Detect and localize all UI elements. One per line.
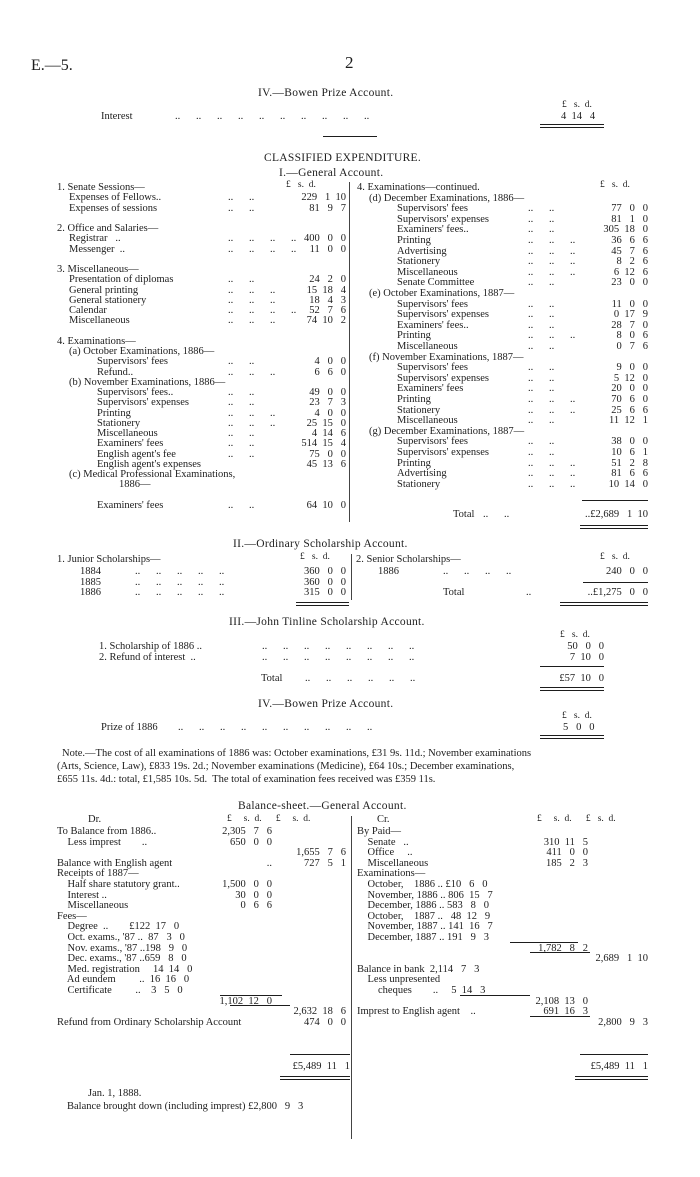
account-line-amount: 23 7 3 [309, 397, 346, 409]
account-line-label: 1886— [119, 479, 151, 491]
account-line-label: Examiners' fees [397, 383, 464, 395]
balance-line-label: November, 1887 .. 141 16 7 [357, 921, 493, 933]
balance-line-amount: .. [266, 857, 272, 869]
account-line-amount: 11 0 0 [611, 298, 648, 310]
junior-scholarship-year: 1885 [80, 576, 101, 588]
account-line-amount: 70 6 0 [611, 394, 648, 405]
balance-sheet-title: Balance-sheet.—General Account. [238, 800, 407, 812]
balance-line-label: By Paid— [357, 826, 402, 837]
balance-line-amount: 310 11 5 [543, 836, 588, 848]
leader-dots: .. .. [228, 438, 255, 450]
account-line-label: Supervisors' fees [97, 356, 169, 368]
senior-scholarship-year: 1886 [378, 566, 399, 577]
account-line-amount: 8 2 6 [616, 256, 648, 268]
account-line-label: Printing [397, 457, 431, 469]
leader-dots: .. .. .. .. [228, 243, 297, 255]
senior-scholarships-heading: 2. Senior Scholarships— [356, 554, 461, 565]
bowen-top-amount: 4 14 4 [561, 111, 596, 122]
balance-line-label: December, 1886 .. 583 8 0 [357, 900, 489, 912]
account-line-label: Miscellaneous [397, 341, 458, 352]
account-line-label: Supervisors' expenses [397, 309, 490, 321]
leader-dots: .. .. .. .. .. [135, 576, 225, 588]
balance-line-amount: 411 0 0 [546, 847, 588, 859]
account-line-amount: 514 15 4 [301, 438, 346, 450]
balance-line-label: Refund from Ordinary Scholarship Account [57, 1016, 242, 1028]
leader-dots: .. .. [528, 277, 555, 289]
leader-dots: .. .. [528, 309, 555, 321]
leader-dots: .. .. .. [228, 294, 276, 306]
bowen-top-item: Interest [101, 111, 133, 122]
leader-dots: .. .. .. [528, 457, 576, 469]
account-line-label: Examiners' fees [97, 438, 164, 450]
account-line-amount: 74 10 2 [306, 315, 346, 327]
account-line-label: 4. Examinations— [57, 335, 136, 347]
account-line-amount: 45 13 6 [306, 458, 346, 470]
ordinary-total-label: Total [443, 587, 465, 598]
account-line-amount: 64 10 0 [306, 499, 346, 511]
leader-dots: .. .. .. [228, 284, 276, 296]
account-line-label: Registrar .. [69, 233, 121, 245]
leader-dots: .. .. [228, 202, 255, 214]
account-line-amount: 81 6 6 [611, 468, 648, 480]
bowen-bottom-amount: 5 0 0 [563, 722, 595, 733]
account-line-label: (f) November Examinations, 1887— [369, 351, 524, 363]
balance-line-label: Dec. exams., '87 ..659 8 0 [57, 953, 187, 965]
account-line-label: Supervisors' fees [397, 362, 469, 374]
junior-scholarship-amount: 315 0 0 [304, 587, 346, 598]
balance-line-label: October, 1887 .. 48 12 9 [357, 910, 491, 922]
leader-dots: .. .. [528, 362, 555, 374]
account-line-amount: 11 0 0 [309, 243, 346, 255]
account-line-amount: 77 0 0 [611, 203, 648, 215]
account-line-amount: 11 12 1 [609, 415, 648, 427]
leader-dots: .. .. .. [528, 266, 576, 278]
leader-dots: .. .. .. [528, 394, 576, 405]
balance-line-amount: 185 2 3 [546, 857, 588, 869]
account-line-label: (d) December Examinations, 1886— [369, 192, 525, 204]
account-line-amount: 15 18 4 [306, 284, 346, 296]
account-line-label: Miscellaneous [397, 266, 458, 278]
account-line-label: Examiners' fees.. [397, 319, 469, 331]
balance-line-label: Examinations— [357, 868, 426, 880]
balance-dr-heading: Dr. [88, 814, 102, 825]
balance-line-label: Oct. exams., '87 .. 87 3 0 [57, 932, 185, 943]
leader-dots: .. .. .. .. .. .. .. .. [262, 641, 415, 652]
account-line-label: Messenger .. [69, 243, 125, 255]
bowen-bottom-money-head: £ s. d. [562, 711, 592, 721]
tinline-scholarship-title: III.—John Tinline Scholarship Account. [229, 616, 425, 628]
balance-line-total: 2,800 9 3 [598, 1016, 648, 1028]
account-line-amount: 400 0 0 [304, 233, 346, 245]
account-line-label: Miscellaneous [69, 315, 130, 327]
balance-line-label: Nov. exams., '87 ..198 9 0 [57, 942, 188, 954]
balance-line-label: Miscellaneous [57, 900, 129, 912]
leader-dots: .. .. .. [528, 330, 576, 342]
tinline-item-label: 1. Scholarship of 1886 .. [99, 641, 202, 652]
account-line-amount: 45 7 6 [611, 245, 648, 257]
account-line-label: Stationery [397, 256, 441, 268]
account-line-label: Expenses of Fellows.. [69, 192, 162, 204]
leader-dots: .. .. .. [228, 315, 276, 327]
junior-scholarships-heading: 1. Junior Scholarships— [57, 554, 161, 565]
account-line-label: 2. Office and Salaries— [57, 223, 159, 234]
account-line-amount: 25 15 0 [306, 417, 346, 429]
general-account-title: I.—General Account. [279, 167, 384, 179]
balance-line-total: 474 0 0 [304, 1016, 346, 1028]
account-line-label: 3. Miscellaneous— [57, 264, 139, 275]
balance-line-label: Less unpresented [357, 974, 441, 986]
leader-dots: .. .. [228, 356, 255, 368]
leader-dots: .. .. .. [528, 404, 576, 416]
leader-dots: .. .. [228, 387, 255, 398]
bowen-prize-bottom-title: IV.—Bowen Prize Account. [258, 698, 394, 710]
account-line-label: Refund.. [97, 366, 134, 378]
account-line-label: English agent's fee [97, 448, 176, 460]
balance-date: Jan. 1, 1888. [88, 1088, 142, 1099]
account-line-amount: 5 12 0 [613, 372, 648, 384]
junior-scholarship-amount: 360 0 0 [304, 566, 346, 577]
account-line-label: 4. Examinations—continued. [357, 182, 480, 193]
balance-cr-heading: Cr. [377, 814, 390, 825]
balance-line-label: December, 1887 .. 191 9 3 [357, 932, 489, 943]
leader-dots: .. .. .. .. [228, 233, 297, 245]
leader-dots: .. .. [228, 499, 255, 511]
account-line-amount: 81 9 7 [309, 202, 346, 214]
leader-dots: .. .. [528, 213, 555, 225]
junior-scholarship-year: 1886 [80, 587, 101, 598]
balance-line-label: October, 1886 .. £10 6 0 [357, 879, 488, 890]
balance-line-label: Office .. [357, 847, 413, 859]
account-line-amount: 0 7 6 [616, 341, 648, 352]
bowen-top-money-head: £ s. d. [562, 100, 592, 110]
leader-dots: .. .. .. .. .. .. .. .. [262, 652, 415, 663]
account-line-label: (b) November Examinations, 1886— [69, 376, 226, 388]
account-line-label: English agent's expenses [97, 458, 201, 470]
tinline-money-head: £ s. d. [560, 630, 590, 640]
account-line-label: Calendar [69, 305, 107, 316]
account-line-amount: 24 2 0 [309, 274, 346, 286]
account-line-label: Miscellaneous [97, 428, 158, 439]
account-line-label: Printing [397, 330, 431, 342]
account-line-amount: 52 7 6 [309, 305, 346, 316]
leader-dots: .. .. [528, 319, 555, 331]
leader-dots: .. .. .. .. .. [135, 566, 225, 577]
account-line-amount: 75 0 0 [309, 448, 346, 460]
account-line-label: Presentation of diplomas [69, 274, 174, 286]
leader-dots: .. .. [228, 428, 255, 439]
leader-dots: .. .. [528, 372, 555, 384]
balance-credit-total: £5,489 11 1 [590, 1061, 648, 1072]
leader-dots: .. .. [528, 298, 555, 310]
account-line-label: Senate Committee [397, 277, 475, 289]
leader-dots: .. .. [528, 436, 555, 448]
tinline-total-amount: £57 10 0 [559, 673, 604, 684]
balance-line-amount: 2,305 7 6 [222, 826, 272, 837]
ordinary-total-amount: ..£1,275 0 0 [587, 587, 648, 598]
account-line-amount: 10 6 1 [611, 447, 648, 458]
ordinary-scholarship-title: II.—Ordinary Scholarship Account. [233, 538, 408, 550]
account-line-amount: 81 1 0 [611, 213, 648, 225]
balance-line-total: 2,632 18 6 [293, 1006, 346, 1018]
balance-line-label: Imprest to English agent .. [357, 1006, 476, 1018]
account-line-label: Examiners' fees [97, 499, 164, 511]
account-line-amount: 28 7 0 [611, 319, 648, 331]
account-line-amount: 18 4 3 [309, 294, 346, 306]
tinline-item-label: 2. Refund of interest .. [99, 652, 196, 663]
leader-dots: .. .. .. [528, 245, 576, 257]
account-line-amount: 51 2 8 [611, 457, 648, 469]
leader-dots: .. .. .. [528, 468, 576, 480]
balance-line-amount: 30 0 0 [235, 889, 272, 901]
balance-line-label: Miscellaneous [357, 857, 429, 869]
account-line-amount: 0 17 9 [613, 309, 648, 321]
leader-dots: .. .. [528, 447, 555, 458]
ordinary-right-money-head: £ s. d. [600, 552, 630, 562]
balance-line-amount: 650 0 0 [230, 836, 272, 848]
balance-line-label: Degree .. £122 17 0 [57, 921, 180, 933]
account-line-amount: 8 0 6 [616, 330, 648, 342]
balance-left-money-head: £ s. d. £ s. d. [227, 814, 311, 824]
balance-line-total: 1,655 7 6 [296, 847, 346, 859]
account-line-label: Stationery [397, 478, 441, 490]
account-line-label: Miscellaneous [397, 415, 458, 427]
account-line-amount: 4 14 6 [311, 428, 346, 439]
account-line-amount: 49 0 0 [309, 387, 346, 398]
balance-line-label: Less imprest .. [57, 836, 148, 848]
account-line-label: (g) December Examinations, 1887— [369, 425, 525, 437]
balance-line-label: Balance with English agent [57, 857, 173, 869]
tinline-total-dots: .. .. .. .. .. .. [305, 673, 416, 684]
account-line-label: Supervisors' expenses [397, 372, 490, 384]
general-total-amount: ..£2,689 1 10 [585, 509, 648, 520]
account-line-label: Supervisors' fees [397, 298, 469, 310]
bowen-top-dots: .. .. .. .. .. .. .. .. .. .. [175, 111, 370, 122]
account-line-amount: 10 14 0 [608, 478, 648, 490]
note-line-2: (Arts, Science, Law), £833 19s. 2d.; November examinations (Medicine), £64 10s.; December examinations, [57, 761, 515, 772]
leader-dots: .. .. .. [228, 366, 276, 378]
account-line-label: Expenses of sessions [69, 202, 158, 214]
account-line-label: 1. Senate Sessions— [57, 182, 145, 193]
balance-line-amount: 1,500 0 0 [222, 879, 272, 890]
account-line-amount: 305 18 0 [603, 224, 648, 236]
leader-dots: .. .. .. [228, 407, 276, 419]
account-line-label: Examiners' fees.. [397, 224, 469, 236]
account-line-label: Stationery [97, 417, 141, 429]
balance-brought-down: Balance brought down (including imprest) £2,800 9 3 [67, 1101, 304, 1112]
leader-dots: .. .. [528, 341, 555, 352]
balance-debit-total: £5,489 11 1 [292, 1061, 350, 1072]
note-line-3: £655 11s. 4d.: total, £1,585 10s. 5d. The total of examination fees received was £359 11s. [57, 774, 436, 785]
junior-scholarship-year: 1884 [80, 566, 101, 577]
balance-line-amount: 1,102 12 0 [219, 995, 272, 1007]
account-line-amount: 20 0 0 [611, 383, 648, 395]
account-line-label: (a) October Examinations, 1886— [69, 346, 215, 357]
balance-line-label: Fees— [57, 910, 87, 922]
balance-line-amount: 2,108 13 0 [535, 995, 588, 1007]
senior-scholarship-dots: .. .. .. .. [443, 566, 512, 577]
account-line-label: Supervisors' expenses [397, 213, 490, 225]
general-right-money-head: £ s. d. [600, 180, 630, 190]
leader-dots: .. .. .. [528, 478, 576, 490]
account-line-label: (c) Medical Professional Examinations, [69, 469, 236, 480]
account-line-amount: 36 6 6 [611, 235, 648, 246]
senior-scholarship-amount: 240 0 0 [606, 566, 648, 577]
balance-line-label: Ad eundem .. 16 16 0 [57, 974, 190, 986]
balance-line-label: Senate .. [357, 836, 409, 848]
ordinary-total-dots: .. [526, 587, 532, 598]
page-number: 2 [345, 53, 354, 72]
classified-expenditure-title: CLASSIFIED EXPENDITURE. [264, 152, 422, 164]
balance-right-money-head: £ s. d. £ s. d. [537, 814, 616, 824]
document-reference: E.—5. [31, 57, 73, 74]
balance-line-label: Interest .. [57, 889, 107, 901]
balance-line-label: Receipts of 1887— [57, 868, 139, 880]
account-line-label: Printing [397, 394, 431, 405]
account-line-amount: 6 6 0 [314, 366, 346, 378]
balance-line-label: To Balance from 1886.. [57, 826, 157, 837]
leader-dots: .. .. [528, 224, 555, 236]
bowen-bottom-dots: .. .. .. .. .. .. .. .. .. .. [178, 722, 373, 733]
balance-line-label: cheques .. 5 14 3 [357, 985, 486, 996]
leader-dots: .. .. [228, 448, 255, 460]
general-left-money-head: £ s. d. [286, 180, 316, 190]
balance-line-label: Med. registration 14 14 0 [57, 963, 193, 975]
general-total-dots: .. .. [483, 509, 510, 520]
leader-dots: .. .. .. [528, 235, 576, 246]
account-line-label: Supervisors' fees.. [97, 387, 174, 398]
leader-dots: .. .. [528, 415, 555, 427]
leader-dots: .. .. [228, 274, 255, 286]
account-line-label: Supervisors' fees [397, 436, 469, 448]
account-line-label: Advertising [397, 245, 447, 257]
leader-dots: .. .. .. [228, 417, 276, 429]
balance-line-label: Certificate .. 3 5 0 [57, 985, 183, 996]
balance-line-amount: 0 6 6 [240, 900, 272, 912]
account-line-label: Printing [97, 407, 131, 419]
account-line-label: Printing [397, 235, 431, 246]
balance-line-label: November, 1886 .. 806 15 7 [357, 889, 493, 901]
account-line-label: (e) October Examinations, 1887— [369, 288, 515, 299]
balance-line-amount: 691 16 3 [543, 1006, 588, 1018]
general-total-label: Total [453, 509, 475, 520]
account-line-amount: 229 1 10 [301, 192, 346, 204]
leader-dots: .. .. [228, 192, 255, 204]
account-line-amount: 38 0 0 [611, 436, 648, 448]
balance-line-amount: 1,782 8 2 [538, 942, 588, 954]
junior-scholarship-amount: 360 0 0 [304, 576, 346, 588]
account-line-label: Advertising [397, 468, 447, 480]
ordinary-left-money-head: £ s. d. [300, 552, 330, 562]
balance-line-label: Half share statutory grant.. [57, 879, 180, 890]
balance-line-label: Balance in bank 2,114 7 3 [357, 963, 480, 975]
account-line-label: Stationery [397, 404, 441, 416]
account-line-label: Supervisors' expenses [97, 397, 190, 409]
balance-line-total: 727 5 1 [304, 857, 346, 869]
leader-dots: .. .. .. [528, 256, 576, 268]
account-line-amount: 25 6 6 [611, 404, 648, 416]
account-line-amount: 9 0 0 [616, 362, 648, 374]
bowen-prize-top-title: IV.—Bowen Prize Account. [258, 87, 394, 99]
account-line-label: General stationery [69, 294, 147, 306]
account-line-label: General printing [69, 284, 139, 296]
tinline-item-amount: 7 10 0 [569, 652, 604, 663]
tinline-total-label: Total [261, 673, 283, 684]
leader-dots: .. .. .. .. .. [135, 587, 225, 598]
leader-dots: .. .. [528, 203, 555, 215]
leader-dots: .. .. .. .. [228, 305, 297, 316]
balance-line-total: 2,689 1 10 [595, 953, 648, 965]
account-line-amount: 4 0 0 [314, 356, 346, 368]
account-line-amount: 6 12 6 [613, 266, 648, 278]
bowen-bottom-item: Prize of 1886 [101, 722, 158, 733]
leader-dots: .. .. [528, 383, 555, 395]
account-line-amount: 23 0 0 [611, 277, 648, 289]
account-line-label: Supervisors' expenses [397, 447, 490, 458]
tinline-item-amount: 50 0 0 [567, 641, 604, 652]
account-line-label: Supervisors' fees [397, 203, 469, 215]
account-line-amount: 4 0 0 [314, 407, 346, 419]
note-line-1: Note.—The cost of all examinations of 1886 was: October examinations, £31 9s. 11d.; November examinations [62, 748, 532, 759]
leader-dots: .. .. [228, 397, 255, 409]
